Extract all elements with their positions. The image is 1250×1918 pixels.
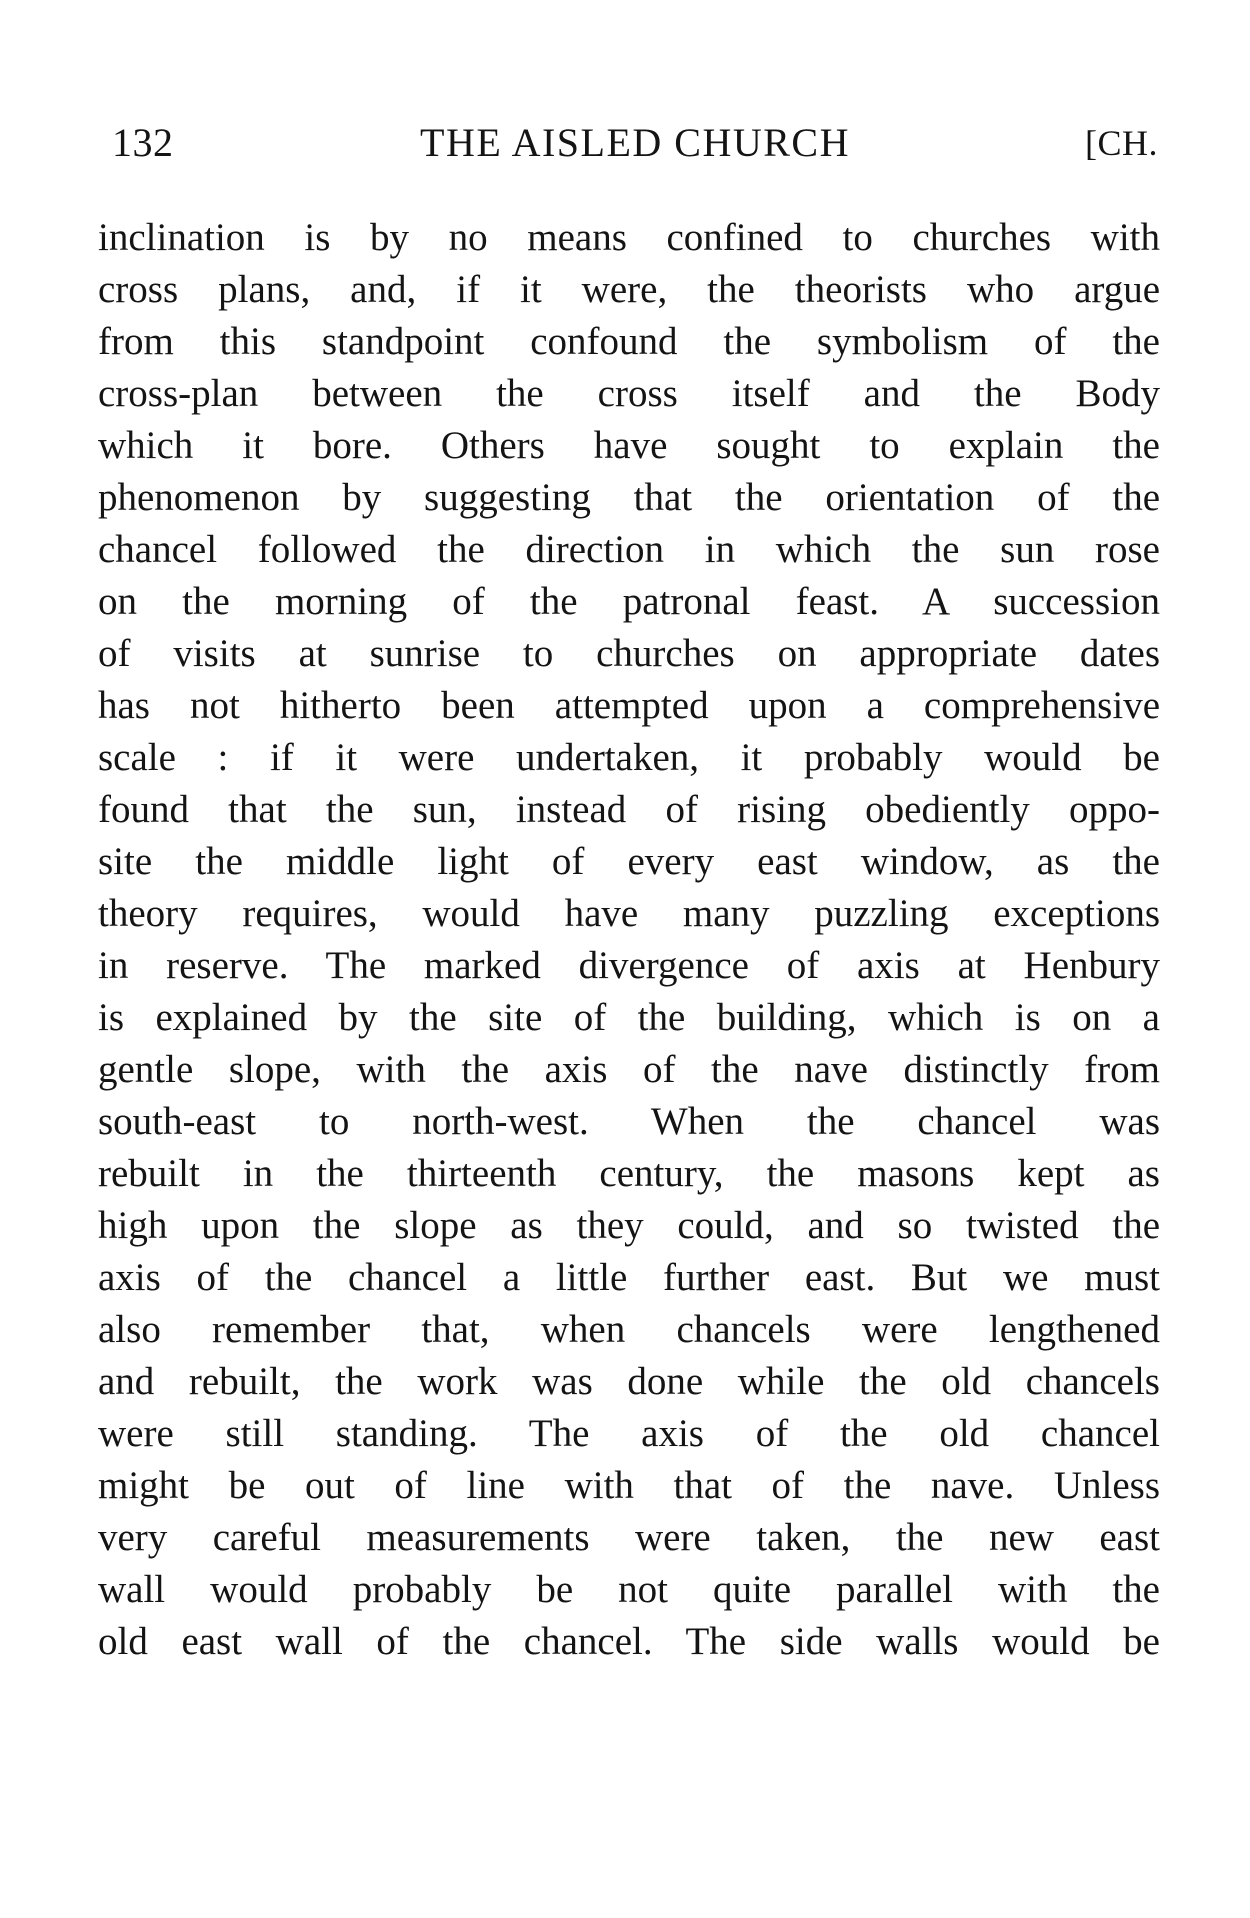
text-line: in reserve. The marked divergence of axis at Henbury <box>98 944 1160 987</box>
text-line: south-east to north-west. When the chancel was <box>98 1100 1160 1143</box>
page-number: 132 <box>112 120 174 165</box>
text-line: is explained by the site of the building, which is on a <box>98 996 1160 1039</box>
text-line: has not hitherto been attempted upon a comprehensive <box>98 684 1160 727</box>
text-line: might be out of line with that of the nave. Unless <box>98 1464 1160 1507</box>
text-line: cross-plan between the cross itself and the Body <box>98 372 1160 415</box>
text-line: axis of the chancel a little further east. But we must <box>98 1256 1160 1299</box>
text-line: old east wall of the chancel. The side walls would be <box>98 1620 1160 1663</box>
text-line: scale : if it were undertaken, it probably would be <box>98 736 1160 779</box>
text-line: and rebuilt, the work was done while the old chancels <box>98 1360 1160 1403</box>
text-line: from this standpoint confound the symbolism of the <box>98 320 1160 363</box>
text-line: gentle slope, with the axis of the nave distinctly from <box>98 1048 1160 1091</box>
text-line: theory requires, would have many puzzling exceptions <box>98 892 1160 935</box>
text-line: also remember that, when chancels were lengthened <box>98 1308 1160 1351</box>
chapter-mark: [CH. <box>1085 123 1158 163</box>
text-line: on the morning of the patronal feast. A succession <box>98 580 1160 623</box>
running-title: THE AISLED CHURCH <box>420 120 850 165</box>
text-line: found that the sun, instead of rising obediently oppo- <box>98 788 1160 831</box>
text-line: very careful measurements were taken, the new east <box>98 1516 1160 1559</box>
text-line: chancel followed the direction in which the sun rose <box>98 528 1160 571</box>
text-line: wall would probably be not quite parallel with the <box>98 1568 1160 1611</box>
text-line: high upon the slope as they could, and so twisted the <box>98 1204 1160 1247</box>
text-line: inclination is by no means confined to churches with <box>98 216 1160 259</box>
text-line: cross plans, and, if it were, the theorists who argue <box>98 268 1160 311</box>
text-line: of visits at sunrise to churches on appropriate dates <box>98 632 1160 675</box>
text-line: were still standing. The axis of the old chancel <box>98 1412 1160 1455</box>
body-text <box>98 212 1160 1668</box>
running-head <box>112 118 1158 168</box>
text-line: site the middle light of every east window, as the <box>98 840 1160 883</box>
text-line: phenomenon by suggesting that the orientation of the <box>98 476 1160 519</box>
text-line: rebuilt in the thirteenth century, the masons kept as <box>98 1152 1160 1195</box>
text-line: which it bore. Others have sought to explain the <box>98 424 1160 467</box>
